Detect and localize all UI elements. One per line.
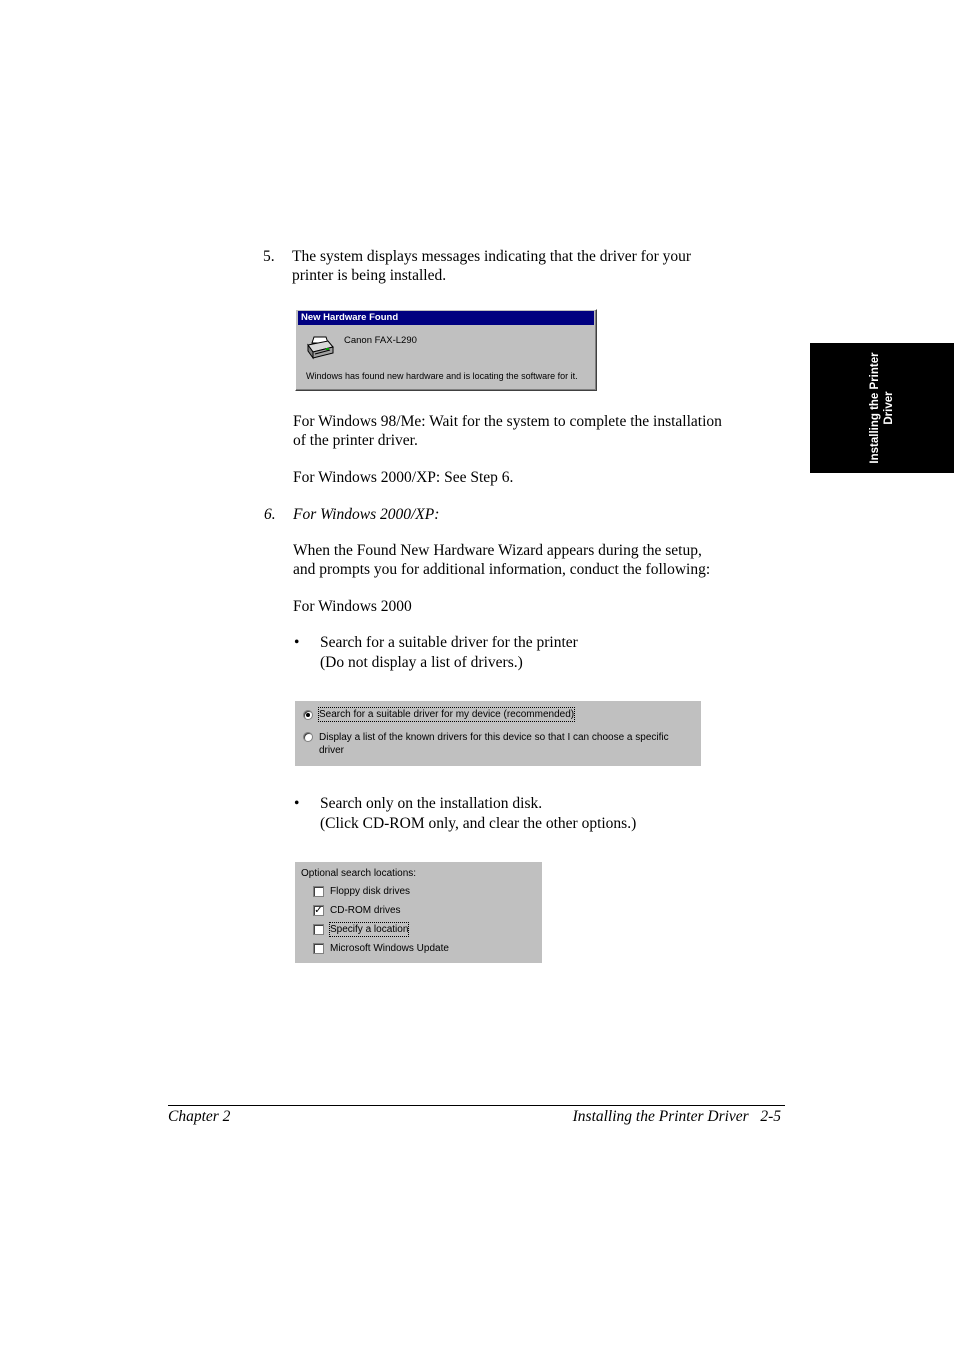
chapter-side-tab [810, 343, 954, 473]
radio-display-list[interactable] [303, 732, 313, 742]
bullet-1-line-2: (Do not display a list of drivers.) [320, 654, 523, 671]
bullet-2-symbol: • [294, 795, 300, 812]
dialog-title-bar: New Hardware Found [298, 311, 594, 325]
bullet-1-symbol: • [294, 634, 300, 651]
step-5-number: 5. [263, 248, 275, 265]
step-5-line-2: printer is being installed. [292, 267, 447, 284]
bullet-2-line-2: (Click CD-ROM only, and clear the other options.) [320, 815, 637, 832]
wizard-line-2: and prompts you for additional information, conduct the following: [293, 561, 711, 578]
radio-search-driver-label[interactable]: Search for a suitable driver for my device (recommended) [319, 709, 575, 720]
wizard-line-1: When the Found New Hardware Wizard appears during the setup, [293, 542, 702, 559]
checkbox-cdrom-label[interactable]: CD-ROM drives [330, 905, 401, 916]
win2000-see-step: For Windows 2000/XP: See Step 6. [293, 469, 514, 486]
checkbox-specify-location[interactable] [313, 924, 324, 935]
step-6-heading: For Windows 2000/XP: [293, 506, 440, 523]
bullet-1-line-1: Search for a suitable driver for the printer [320, 634, 578, 651]
checkbox-cdrom[interactable]: ✓ [314, 905, 323, 916]
driver-search-options-panel [295, 701, 701, 766]
device-name: Canon FAX-L290 [344, 335, 417, 346]
step-6-number: 6. [264, 506, 276, 523]
printer-icon [306, 335, 334, 361]
footer-chapter: Chapter 2 [168, 1108, 231, 1125]
checkbox-windows-update-label[interactable]: Microsoft Windows Update [330, 943, 449, 954]
footer-page-title: Installing the Printer Driver 2-5 [572, 1108, 781, 1125]
search-locations-heading: Optional search locations: [301, 868, 417, 879]
optional-search-locations-panel [295, 862, 542, 963]
checkbox-floppy[interactable] [313, 886, 324, 897]
radio-search-driver[interactable] [303, 710, 313, 720]
win98-line-2: of the printer driver. [293, 432, 418, 449]
checkbox-windows-update[interactable] [313, 943, 324, 954]
footer-rule [168, 1105, 785, 1106]
radio-display-list-label-line-1[interactable]: Display a list of the known drivers for this device so that I can choose a specific [319, 732, 669, 743]
checkbox-floppy-label[interactable]: Floppy disk drives [330, 886, 411, 897]
win98-line-1: For Windows 98/Me: Wait for the system to complete the installation [293, 413, 722, 430]
side-tab-label: Installing the Printer Driver [869, 352, 895, 464]
new-hardware-found-dialog [295, 309, 597, 391]
bullet-2-line-1: Search only on the installation disk. [320, 795, 543, 812]
checkbox-specify-location-label[interactable]: Specify a location [330, 924, 409, 935]
radio-display-list-label-line-2[interactable]: driver [319, 745, 345, 756]
for-windows-2000: For Windows 2000 [293, 598, 412, 615]
dialog-message: Windows has found new hardware and is locating the software for it. [306, 371, 578, 381]
step-5-line-1: The system displays messages indicating that the driver for your [292, 248, 692, 265]
